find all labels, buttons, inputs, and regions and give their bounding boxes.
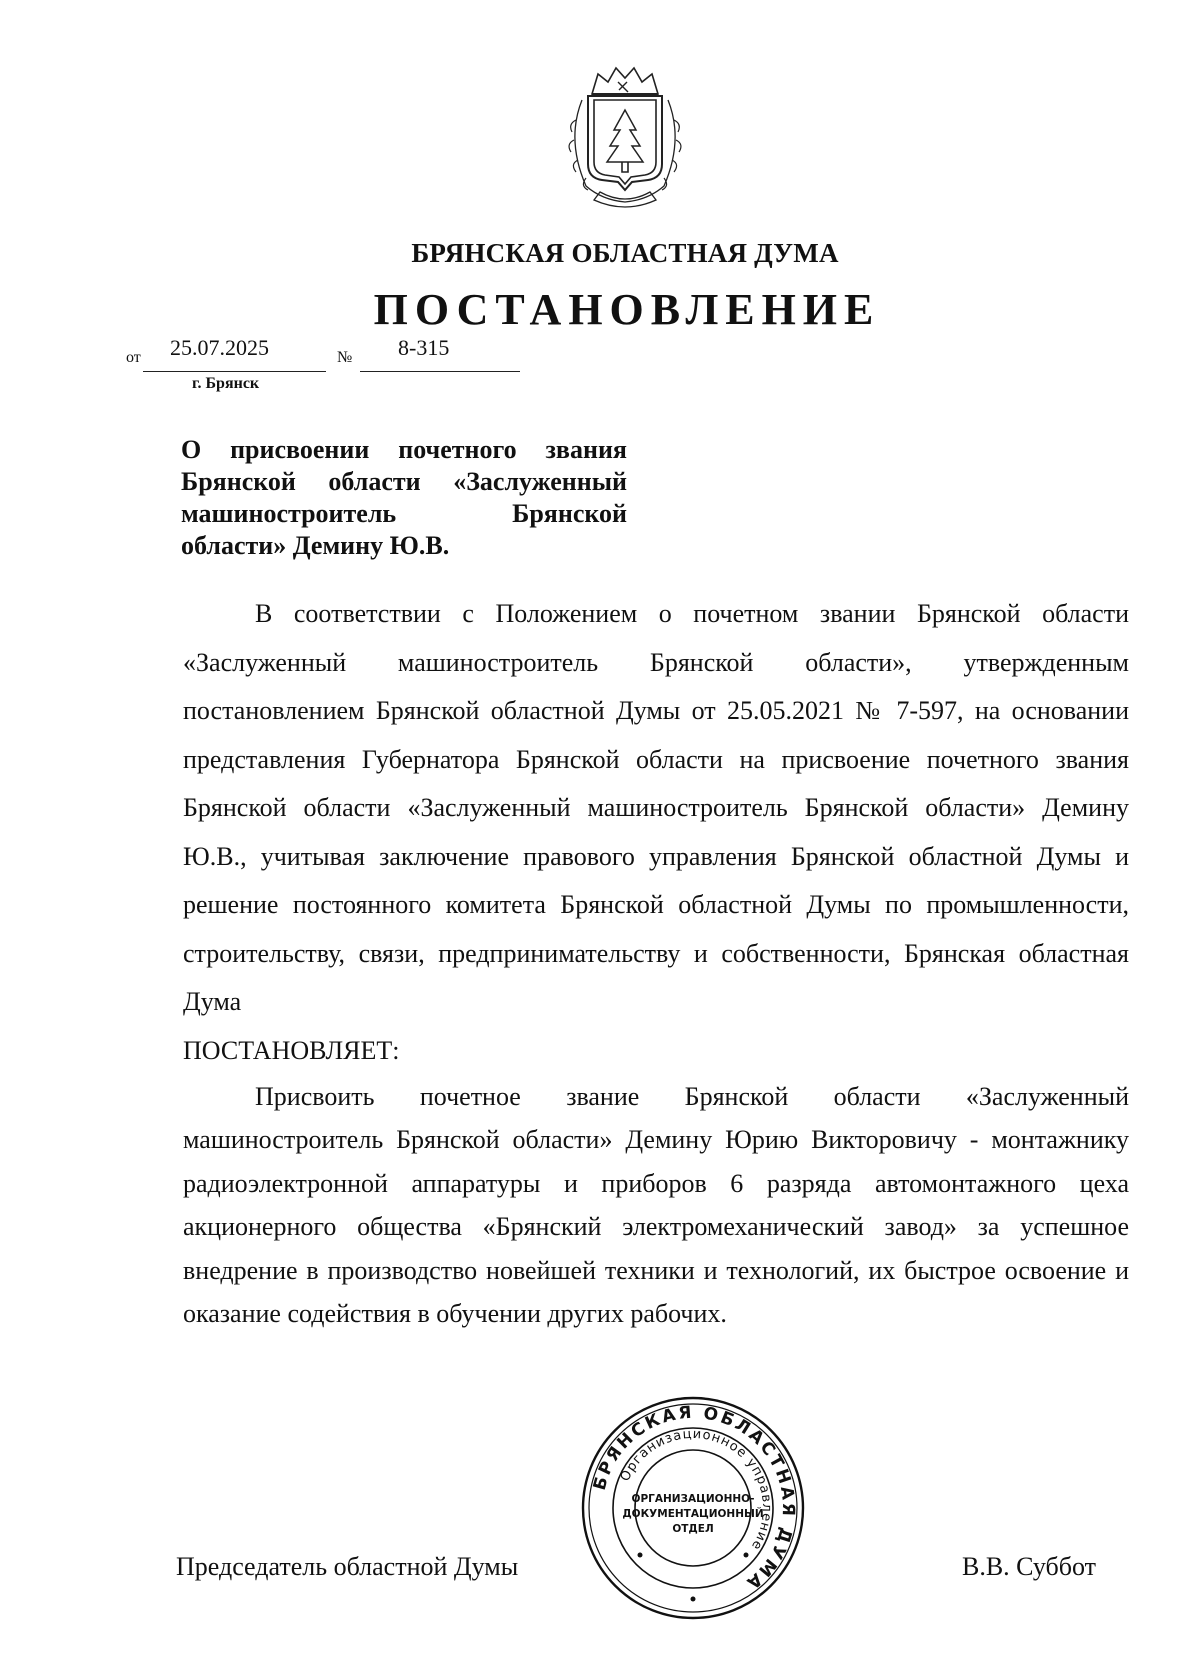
seal-inner-text: Организационное управление xyxy=(617,1426,775,1553)
number-label: № xyxy=(337,349,353,366)
signatory-position: Председатель областной Думы xyxy=(176,1552,519,1581)
seal-center-line: ДОКУМЕНТАЦИОННЫЙ xyxy=(622,1508,764,1520)
resolves-heading: ПОСТАНОВЛЯЕТ: xyxy=(183,1035,400,1065)
signatory-name: В.В. Суббот xyxy=(962,1552,1097,1581)
official-seal xyxy=(580,1395,806,1621)
document-subject: О присвоении почетного звания Брянской области «Заслуженный машиностроитель Брянской области» Демину Ю.В. xyxy=(181,435,627,560)
body-paragraph: Присвоить почетное звание Брянской области «Заслуженный машиностроитель Брянской области» Демину Юрию Викторовичу - монтажнику радиоэлектронной аппаратуры и приборов 6 разряда автомонтажного цеха акционерного общества «Брянский электромеханический завод» за успешное внедрение в производство новейшей техники и технологий, их быстрое освоение и оказание содействия в обучении других рабочих. xyxy=(183,1082,1129,1329)
seal-center-line: ОРГАНИЗАЦИОННО- xyxy=(631,1493,755,1505)
number-underline xyxy=(360,371,520,372)
seal-center-line: ОТДЕЛ xyxy=(672,1523,714,1535)
document-body xyxy=(183,590,1129,1335)
coat-of-arms-icon xyxy=(552,60,698,210)
document-date: 25.07.2025 xyxy=(170,335,269,360)
document-type: ПОСТАНОВЛЕНИЕ xyxy=(373,285,881,334)
date-label: от xyxy=(126,349,141,366)
seal-outer-text: БРЯНСКАЯ ОБЛАСТНАЯ ДУМА xyxy=(589,1402,799,1595)
document-meta xyxy=(0,335,1200,395)
city: г. Брянск xyxy=(192,375,260,392)
organization-name: БРЯНСКАЯ ОБЛАСТНАЯ ДУМА xyxy=(411,238,839,268)
date-underline xyxy=(143,371,326,372)
document-number: 8-315 xyxy=(398,335,450,360)
body-paragraph: В соответствии с Положением о почетном звании Брянской области «Заслуженный машиностроитель Брянской области», утвержденным постановлением Брянской областной Думы от 25.05.2021 № 7-597, на основании представления Губернатора Брянской области на присвоение почетного звания Брянской области «Заслуженный машиностроитель Брянской области» Демину Ю.В., учитывая заключение правового управления Брянской областной Думы и решение постоянного комитета Брянской областной Думы по промышленности, строительству, связи, предпринимательству и собственности, Брянская областная Дума xyxy=(183,599,1129,1016)
